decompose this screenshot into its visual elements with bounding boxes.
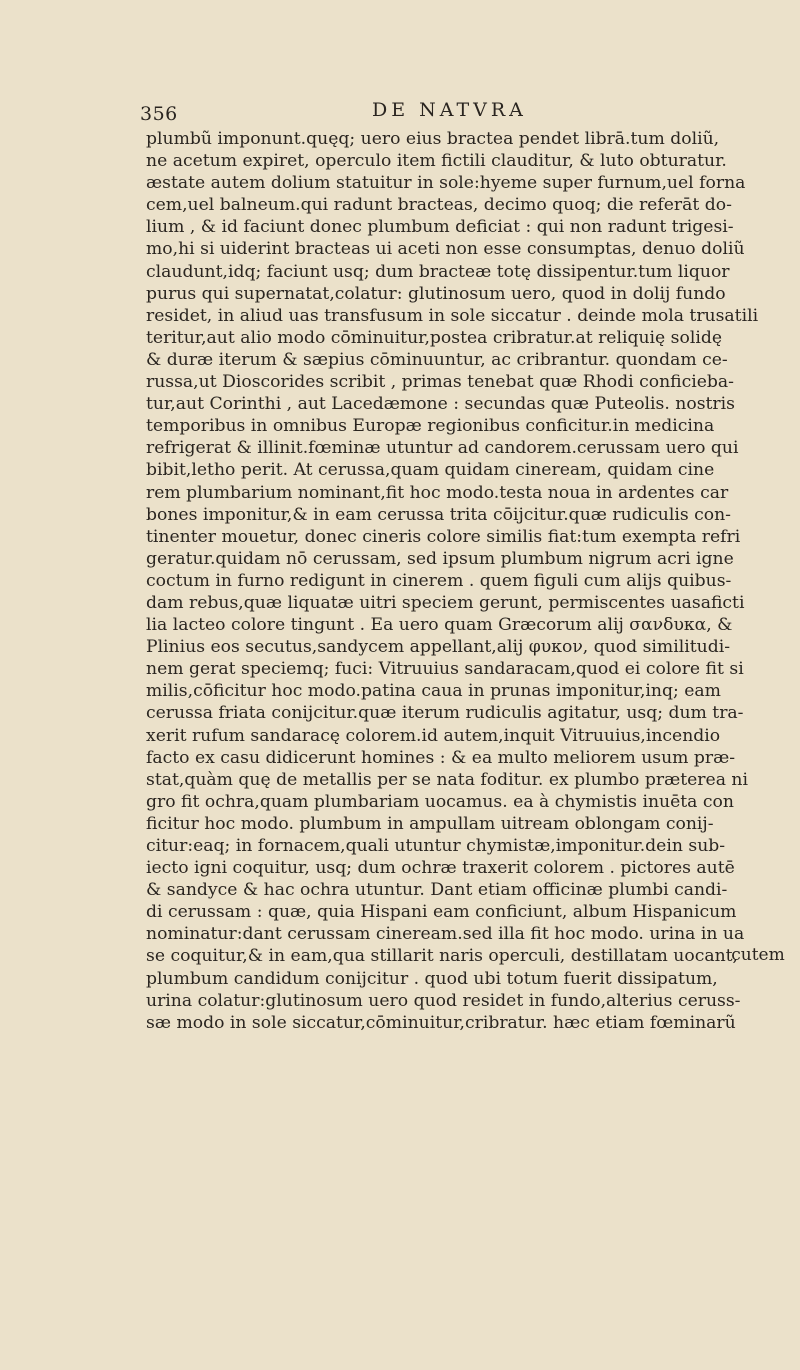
text-line: lia lacteo colore tingunt . Ea uero quam Græcorum alij σανδυκα, & bbox=[146, 615, 733, 636]
text-line: purus qui supernatat,colatur: glutinosum uero, quod in dolij fundo bbox=[146, 283, 726, 304]
text-line: urina colatur:glutinosum uero quod residet in fundo,alterius ceruss- bbox=[146, 990, 741, 1011]
text-line: geratur.quidam nō cerussam, sed ipsum plumbum nigrum acri igne bbox=[146, 548, 734, 569]
text-line: russa,ut Dioscorides scribit , primas tenebat quæ Rhodi conficieba- bbox=[146, 372, 734, 393]
text-line: lium , & id faciunt donec plumbum deficiat : qui non radunt trigesi- bbox=[146, 217, 734, 238]
text-line: & sandyce & hac ochra utuntur. Dant etiam officinæ plumbi candi- bbox=[146, 880, 728, 901]
text-line: refrigerat & illinit.fœminæ utuntur ad candorem.cerussam uero qui bbox=[146, 438, 739, 459]
text-line: residet, in aliud uas transfusum in sole siccatur . deinde mola trusatili bbox=[146, 305, 759, 326]
text-line: sæ modo in sole siccatur,cōminuitur,cribratur. hæc etiam fœminarũ bbox=[146, 1012, 736, 1033]
text-line: claudunt,idq; faciunt usq; dum bracteæ totę dissipentur.tum liquor bbox=[146, 261, 730, 282]
text-line: plumbum candidum conijcitur . quod ubi totum fuerit dissipatum, bbox=[146, 968, 718, 989]
text-line: xerit rufum sandaracę colorem.id autem,inquit Vitruuius,incendio bbox=[146, 725, 721, 746]
text-line: ne acetum expiret, operculo item fictili clauditur, & luto obturatur. bbox=[146, 151, 727, 172]
text-line: facto ex casu didicerunt homines : & ea multo meliorem usum præ- bbox=[146, 747, 736, 768]
text-body bbox=[146, 128, 786, 1034]
catchword: cutem bbox=[731, 945, 785, 965]
text-line: stat,quàm quę de metallis per se nata foditur. ex plumbo præterea ni bbox=[146, 769, 748, 790]
text-line: dam rebus,quæ liquatæ uitri speciem gerunt, permiscentes uasaficti bbox=[146, 592, 745, 613]
text-line: nem gerat speciemq; fuci: Vitruuius sandaracam,quod ei colore fit si bbox=[146, 659, 744, 680]
text-line: temporibus in omnibus Europæ regionibus conficitur.in medicina bbox=[146, 416, 715, 437]
page-number: 356 bbox=[140, 103, 178, 125]
text-line: se coquitur,& in eam,qua stillarit naris operculi, destillatam uocant, bbox=[146, 946, 739, 967]
text-line: bibit,letho perit. At cerussa,quam quidam cineream, quidam cine bbox=[146, 460, 715, 481]
text-line: milis,cōficitur hoc modo.patina caua in prunas imponitur,inq; eam bbox=[146, 681, 721, 702]
text-line: tur,aut Corinthi , aut Lacedæmone : secundas quæ Puteolis. nostris bbox=[146, 394, 735, 415]
text-line: teritur,aut alio modo cōminuitur,postea cribratur.at reliquię solidę bbox=[146, 327, 722, 348]
text-line: gro fit ochra,quam plumbariam uocamus. ea à chymistis inuēta con bbox=[146, 791, 734, 812]
text-line: æstate autem dolium statuitur in sole:hyeme super furnum,uel forna bbox=[146, 173, 746, 194]
text-line: citur:eaq; in fornacem,quali utuntur chymistæ,imponitur.dein sub- bbox=[146, 836, 726, 856]
text-line: coctum in furno redigunt in cinerem . quem figuli cum alijs quibus- bbox=[146, 570, 732, 591]
text-line: cem,uel balneum.qui radunt bracteas, decimo quoq; die referāt do- bbox=[146, 195, 732, 216]
text-line: plumbũ imponunt.quęq; uero eius bractea pendet librā.tum doliũ, bbox=[146, 129, 720, 149]
text-line: rem plumbarium nominant,fit hoc modo.testa noua in ardentes car bbox=[146, 482, 729, 503]
text-line: di cerussam : quæ, quia Hispani eam conficiunt, album Hispanicum bbox=[146, 902, 737, 923]
running-head: DE NATVRA bbox=[372, 99, 527, 121]
text-line: Plinius eos secutus,sandycem appellant,alij φυκον, quod similitudi- bbox=[146, 637, 730, 658]
text-line: ficitur hoc modo. plumbum in ampullam uitream oblongam conij- bbox=[146, 813, 714, 834]
text-line: cerussa friata conijcitur.quæ iterum rudiculis agitatur, usq; dum tra- bbox=[146, 703, 744, 724]
text-line: bones imponitur,& in eam cerussa trita cōijcitur.quæ rudiculis con- bbox=[146, 504, 731, 525]
text-line: iecto igni coquitur, usq; dum ochræ traxerit colorem . pictores autē bbox=[146, 858, 735, 879]
text-line: tinenter mouetur, donec cineris colore similis fiat:tum exempta refri bbox=[146, 526, 741, 547]
text-line: & duræ iterum & sæpius cōminuuntur, ac cribrantur. quondam ce- bbox=[146, 349, 728, 370]
text-line: mo,hi si uiderint bracteas ui aceti non esse consumptas, denuo doliũ bbox=[146, 239, 745, 260]
text-line: nominatur:dant cerussam cineream.sed illa fit hoc modo. urina in ua bbox=[146, 924, 745, 945]
